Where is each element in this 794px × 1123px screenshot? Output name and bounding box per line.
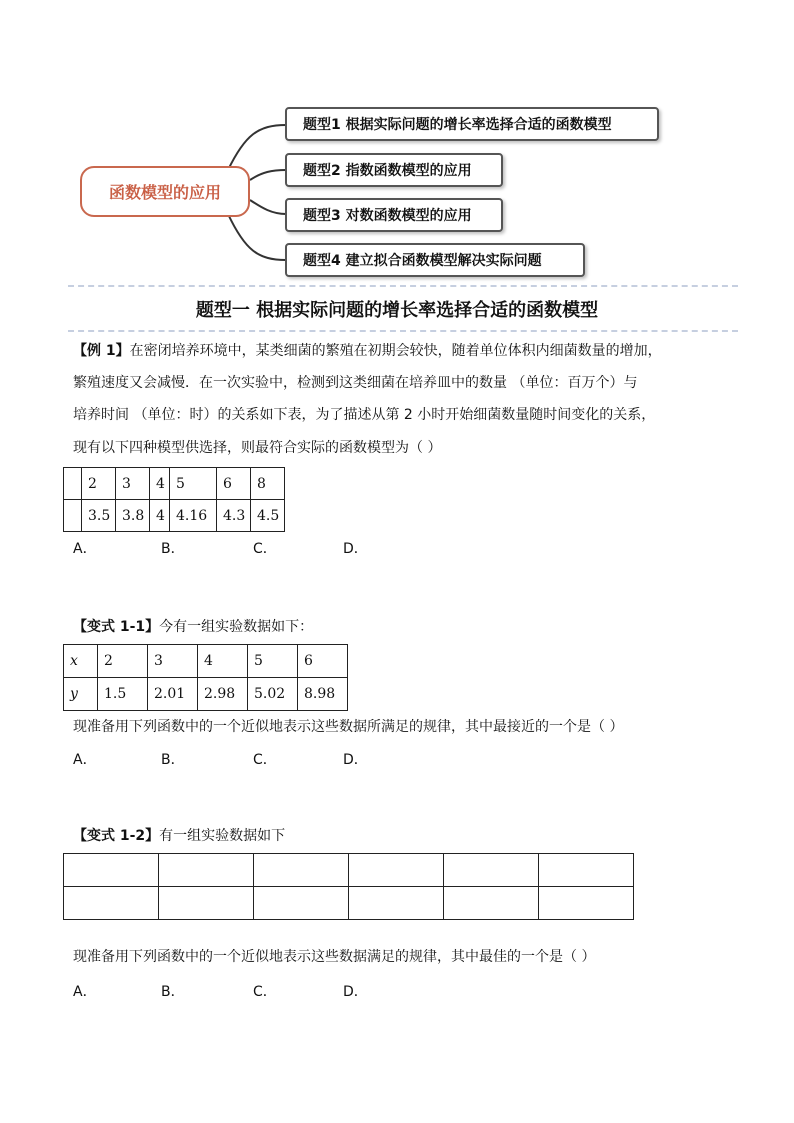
- table-cell: [159, 887, 254, 920]
- choice-c[interactable]: C．: [253, 984, 277, 1000]
- example1-line-3: 培养时间 （单位：时）的关系如下表，为了描述从第 2 小时开始细菌数量随时间变化的关系，: [73, 407, 656, 423]
- table-cell: [254, 887, 349, 920]
- table-cell: 8.98: [298, 678, 348, 711]
- choice-a[interactable]: A．: [73, 541, 97, 557]
- table-cell: 4: [150, 500, 170, 532]
- choice-d[interactable]: D．: [343, 984, 368, 1000]
- table-cell: 5: [248, 645, 298, 678]
- example1-line-2: 繁殖速度又会减慢．在一次实验中，检测到这类细菌在培养皿中的数量 （单位：百万个）与: [73, 375, 638, 391]
- table-cell: 3: [148, 645, 198, 678]
- mindmap-topic-3: 题型3 对数函数模型的应用: [285, 198, 503, 232]
- table-cell: 6: [298, 645, 348, 678]
- variant2-question: 现准备用下列函数中的一个近似地表示这些数据满足的规律，其中最佳的一个是（ ）: [73, 949, 596, 965]
- example1-text-1: 在密闭培养环境中，某类细菌的繁殖在初期会较快，随着单位体积内细菌数量的增加，: [129, 343, 662, 359]
- variant2-intro: 有一组实验数据如下: [159, 828, 286, 844]
- variant2-heading: [73, 826, 285, 846]
- table-cell: [64, 887, 159, 920]
- table-cell: 3.8: [116, 500, 150, 532]
- table-cell: 5.02: [248, 678, 298, 711]
- table-cell: [159, 854, 254, 887]
- table-cell: 5: [170, 468, 217, 500]
- connector-topic-4: [228, 214, 286, 260]
- choice-a[interactable]: A．: [73, 984, 97, 1000]
- choice-b[interactable]: B．: [161, 984, 185, 1000]
- variant2-table: [63, 853, 634, 920]
- table-cell: 4: [150, 468, 170, 500]
- example1-tag: 【例 1】: [73, 343, 130, 359]
- connector-topic-3: [250, 200, 286, 214]
- table-cell: [539, 887, 634, 920]
- choice-c[interactable]: C．: [253, 752, 277, 768]
- choice-d[interactable]: D．: [343, 541, 368, 557]
- mindmap-topic-4: 题型4 建立拟合函数模型解决实际问题: [285, 243, 585, 277]
- example1-line-4: 现有以下四种模型供选择，则最符合实际的函数模型为（ ）: [73, 440, 442, 456]
- mindmap-topic-2: 题型2 指数函数模型的应用: [285, 153, 503, 187]
- variant1-table: [63, 644, 348, 711]
- table-cell: [64, 854, 159, 887]
- table-cell: 3.5: [82, 500, 116, 532]
- table-cell: 4.5: [251, 500, 285, 532]
- table-cell: 2: [82, 468, 116, 500]
- choice-c[interactable]: C．: [253, 541, 277, 557]
- table-row: [64, 645, 348, 678]
- variant1-intro: 今有一组实验数据如下：: [159, 619, 314, 635]
- table-cell: 4: [198, 645, 248, 678]
- dashed-divider-bottom: [68, 330, 738, 332]
- table-cell: [539, 854, 634, 887]
- example1-table: [63, 467, 285, 532]
- table-cell: 3: [116, 468, 150, 500]
- dashed-divider-top: [68, 285, 738, 287]
- choice-d[interactable]: D．: [343, 752, 368, 768]
- variant1-tag: 【变式 1-1】: [73, 619, 160, 635]
- table-cell: 4.3: [217, 500, 251, 532]
- table-cell: 2.01: [148, 678, 198, 711]
- table-cell: [444, 887, 539, 920]
- connector-topic-1: [228, 125, 286, 170]
- variant2-tag: 【变式 1-2】: [73, 828, 160, 844]
- mindmap-topic-1: 题型1 根据实际问题的增长率选择合适的函数模型: [285, 107, 659, 141]
- table-cell: 8: [251, 468, 285, 500]
- table-cell: [64, 468, 82, 500]
- choice-b[interactable]: B．: [161, 752, 185, 768]
- table-row: [64, 678, 348, 711]
- table-row: [64, 500, 285, 532]
- variant1-question: 现准备用下列函数中的一个近似地表示这些数据所满足的规律，其中最接近的一个是（ ）: [73, 719, 624, 735]
- table-cell: [64, 500, 82, 532]
- example1-line-1: [73, 341, 662, 361]
- table-cell: [254, 854, 349, 887]
- table-cell: [444, 854, 539, 887]
- connector-topic-2: [250, 170, 286, 180]
- choice-a[interactable]: A．: [73, 752, 97, 768]
- table-row: [64, 468, 285, 500]
- table-cell: 2: [98, 645, 148, 678]
- table-cell: [349, 854, 444, 887]
- table-cell: 6: [217, 468, 251, 500]
- choice-b[interactable]: B．: [161, 541, 185, 557]
- table-cell: y: [64, 678, 98, 711]
- mindmap-center-node: 函数模型的应用: [80, 166, 250, 217]
- variant1-heading: [73, 617, 313, 637]
- section-title: 题型一 根据实际问题的增长率选择合适的函数模型: [195, 300, 599, 321]
- table-cell: 4.16: [170, 500, 217, 532]
- table-cell: 1.5: [98, 678, 148, 711]
- table-row: [64, 887, 634, 920]
- table-row: [64, 854, 634, 887]
- table-cell: x: [64, 645, 98, 678]
- table-cell: [349, 887, 444, 920]
- table-cell: 2.98: [198, 678, 248, 711]
